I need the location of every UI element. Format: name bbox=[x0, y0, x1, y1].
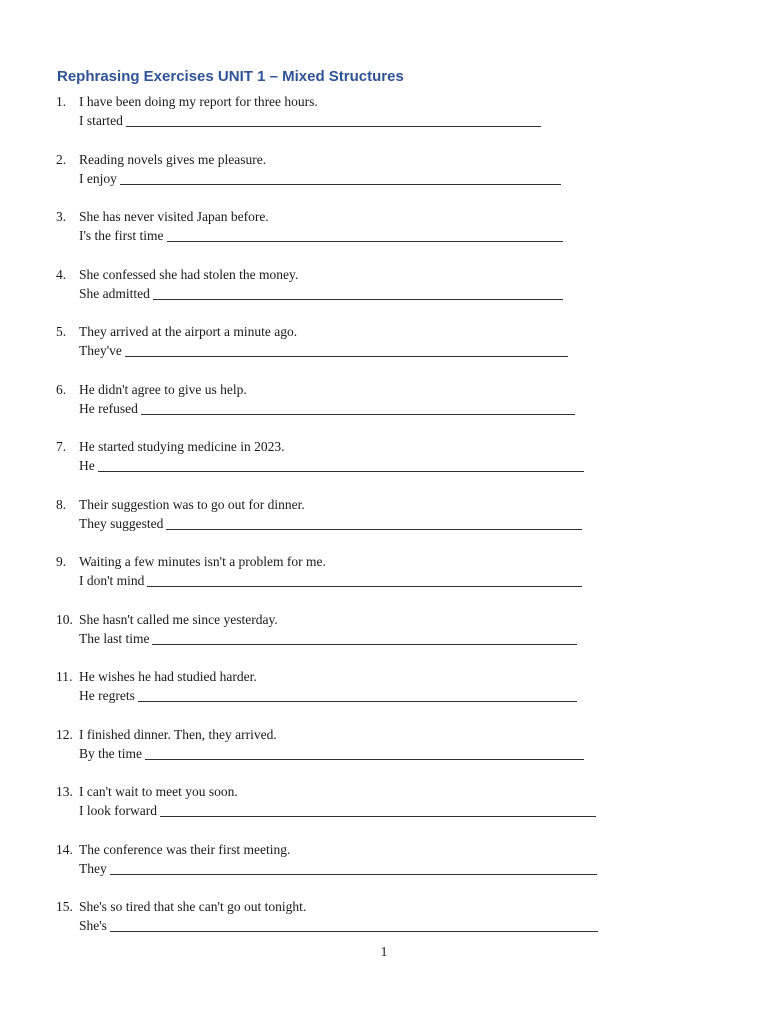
exercise-item bbox=[0, 266, 768, 310]
answer-prompt: The last time bbox=[79, 630, 150, 646]
exercise-item bbox=[0, 438, 768, 482]
exercise-sentence: They arrived at the airport a minute ago. bbox=[79, 324, 298, 339]
answer-blank[interactable] bbox=[153, 285, 563, 300]
exercise-number: 6. bbox=[56, 381, 67, 397]
answer-blank[interactable] bbox=[141, 400, 575, 415]
exercise-number: 7. bbox=[56, 439, 67, 454]
answer-blank[interactable] bbox=[138, 687, 577, 702]
answer-line bbox=[79, 112, 541, 130]
answer-line bbox=[79, 515, 582, 533]
answer-line bbox=[79, 457, 584, 475]
answer-blank[interactable] bbox=[167, 227, 563, 242]
answer-prompt: They bbox=[79, 860, 107, 876]
answer-blank[interactable] bbox=[98, 457, 584, 472]
exercise-item bbox=[0, 323, 768, 367]
exercise-sentence: I can't wait to meet you soon. bbox=[79, 784, 238, 799]
exercise-number: 3. bbox=[56, 209, 67, 224]
answer-line bbox=[79, 400, 575, 418]
answer-blank[interactable] bbox=[120, 170, 561, 185]
exercise-sentence: Their suggestion was to go out for dinner. bbox=[79, 496, 305, 512]
exercise-item bbox=[0, 93, 768, 137]
answer-blank[interactable] bbox=[145, 745, 584, 760]
answer-prompt: She admitted bbox=[79, 285, 150, 301]
exercise-number: 13. bbox=[56, 784, 73, 799]
exercise-number: 9. bbox=[56, 554, 67, 569]
answer-prompt: They've bbox=[79, 343, 122, 358]
exercise-sentence: I finished dinner. Then, they arrived. bbox=[79, 726, 277, 742]
exercise-item bbox=[0, 726, 768, 770]
exercise-number: 14. bbox=[56, 841, 73, 857]
exercise-sentence: I have been doing my report for three hours. bbox=[79, 94, 318, 109]
exercise-item bbox=[0, 496, 768, 540]
exercise-number: 8. bbox=[56, 496, 67, 512]
answer-line bbox=[79, 227, 563, 245]
exercise-sentence: Waiting a few minutes isn't a problem for me. bbox=[79, 554, 326, 569]
answer-line bbox=[79, 630, 577, 648]
exercise-number: 10. bbox=[56, 611, 73, 627]
exercise-sentence: Reading novels gives me pleasure. bbox=[79, 151, 267, 167]
answer-prompt: By the time bbox=[79, 745, 142, 761]
answer-line bbox=[79, 687, 577, 705]
exercise-sentence: He started studying medicine in 2023. bbox=[79, 439, 285, 454]
exercise-item bbox=[0, 611, 768, 655]
exercise-item bbox=[0, 668, 768, 712]
exercise-item bbox=[0, 151, 768, 195]
answer-prompt: He bbox=[79, 458, 95, 473]
exercise-item bbox=[0, 783, 768, 827]
exercise-item bbox=[0, 841, 768, 885]
answer-line bbox=[79, 342, 568, 360]
exercise-sentence: She's so tired that she can't go out tonight. bbox=[79, 899, 307, 914]
exercise-item bbox=[0, 208, 768, 252]
answer-blank[interactable] bbox=[152, 630, 577, 645]
answer-blank[interactable] bbox=[166, 515, 582, 530]
exercise-sentence: He wishes he had studied harder. bbox=[79, 669, 257, 684]
exercise-number: 1. bbox=[56, 94, 67, 109]
page-title: Rephrasing Exercises UNIT 1 – Mixed Structures bbox=[57, 68, 404, 85]
exercise-item bbox=[0, 553, 768, 597]
exercise-item bbox=[0, 381, 768, 425]
answer-prompt: I don't mind bbox=[79, 573, 145, 588]
answer-blank[interactable] bbox=[160, 802, 596, 817]
answer-prompt: I's the first time bbox=[79, 228, 164, 243]
page-number: 1 bbox=[380, 944, 388, 959]
exercise-sentence: She confessed she had stolen the money. bbox=[79, 266, 299, 282]
answer-blank[interactable] bbox=[125, 342, 568, 357]
exercise-sentence: The conference was their first meeting. bbox=[79, 841, 291, 857]
exercise-number: 4. bbox=[56, 266, 67, 282]
exercise-number: 12. bbox=[56, 726, 73, 742]
answer-prompt: He regrets bbox=[79, 688, 135, 703]
answer-blank[interactable] bbox=[110, 860, 597, 875]
answer-line bbox=[79, 170, 561, 188]
answer-line bbox=[79, 285, 563, 303]
exercise-sentence: She has never visited Japan before. bbox=[79, 209, 269, 224]
answer-line bbox=[79, 745, 584, 763]
answer-prompt: I look forward bbox=[79, 803, 157, 818]
exercise-number: 2. bbox=[56, 151, 67, 167]
exercise-sentence: She hasn't called me since yesterday. bbox=[79, 611, 278, 627]
answer-blank[interactable] bbox=[147, 572, 582, 587]
answer-prompt: They suggested bbox=[79, 515, 164, 531]
answer-prompt: He refused bbox=[79, 400, 138, 416]
exercise-number: 11. bbox=[56, 669, 73, 684]
answer-prompt: She's bbox=[79, 918, 107, 933]
answer-blank[interactable] bbox=[110, 917, 598, 932]
answer-prompt: I started bbox=[79, 113, 123, 128]
answer-line bbox=[79, 860, 597, 878]
answer-line bbox=[79, 802, 596, 820]
exercise-number: 5. bbox=[56, 324, 67, 339]
answer-line bbox=[79, 572, 582, 590]
exercise-number: 15. bbox=[56, 899, 73, 914]
exercise-sentence: He didn't agree to give us help. bbox=[79, 381, 247, 397]
answer-prompt: I enjoy bbox=[79, 170, 117, 186]
exercise-item bbox=[0, 898, 768, 942]
answer-blank[interactable] bbox=[126, 112, 541, 127]
answer-line bbox=[79, 917, 598, 935]
